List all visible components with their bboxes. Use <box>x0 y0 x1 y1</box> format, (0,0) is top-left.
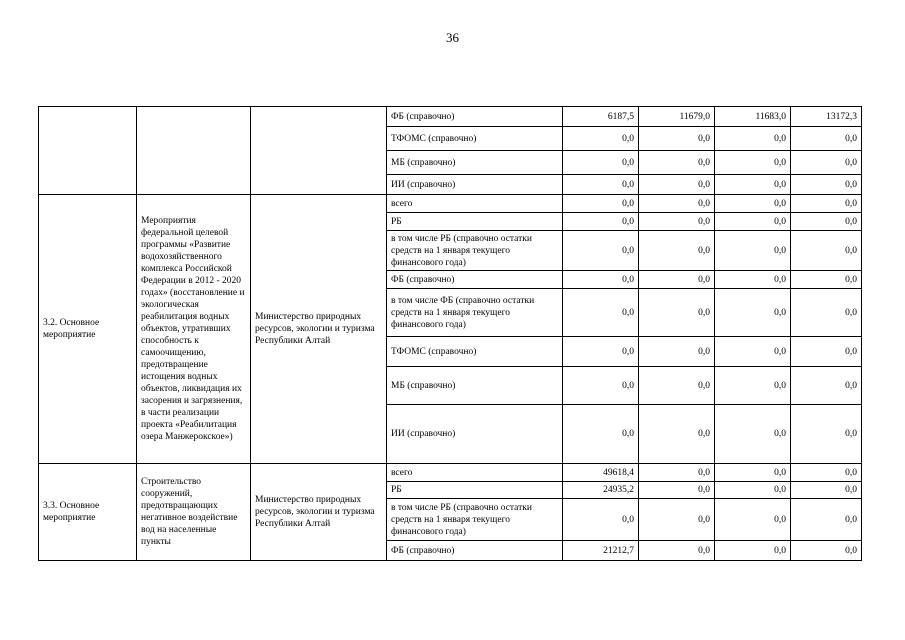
executor-cell-empty <box>251 107 387 195</box>
value-cell: 0,0 <box>791 464 862 482</box>
value-cell: 0,0 <box>791 271 862 289</box>
table-row <box>39 195 862 213</box>
value-cell: 0,0 <box>639 541 715 561</box>
value-cell: 0,0 <box>639 464 715 482</box>
value-cell: 0,0 <box>715 151 791 175</box>
value-cell: 0,0 <box>715 213 791 231</box>
source-cell: ФБ (справочно) <box>387 271 563 289</box>
value-cell: 13172,3 <box>791 107 862 127</box>
value-cell: 0,0 <box>715 195 791 213</box>
value-cell: 24935,2 <box>563 482 639 499</box>
value-cell: 0,0 <box>791 499 862 541</box>
source-cell: в том числе ФБ (справочно остатки средств на 1 января текущего финансового года) <box>387 289 563 337</box>
value-cell: 11679,0 <box>639 107 715 127</box>
value-cell: 0,0 <box>639 175 715 195</box>
value-cell: 0,0 <box>791 337 862 367</box>
value-cell: 0,0 <box>639 271 715 289</box>
value-cell: 0,0 <box>715 175 791 195</box>
value-cell: 0,0 <box>563 337 639 367</box>
value-cell: 0,0 <box>639 151 715 175</box>
source-cell: в том числе РБ (справочно остатки средств на 1 января текущего финансового года) <box>387 499 563 541</box>
value-cell: 21212,7 <box>563 541 639 561</box>
value-cell: 6187,5 <box>563 107 639 127</box>
value-cell: 0,0 <box>715 482 791 499</box>
measure-description: Строительство сооружений, предотвращающих негативное воздействие вод на населенные пункты <box>137 464 251 561</box>
measure-description: Мероприятия федеральной целевой программы «Развитие водохозяйственного комплекса Российской Федерации в 2012 - 2020 годах» (восстановление и экологическая реабилитация водных объектов, утративших способность к самоочищению, предотвращение истощения водных объектов, ликвидация их засорения и загрязнения, в части реализации проекта «Реабилитация озера Манжерокское») <box>137 195 251 464</box>
value-cell: 0,0 <box>639 337 715 367</box>
source-cell: ФБ (справочно) <box>387 541 563 561</box>
measure-name: 3.2. Основное мероприятие <box>39 195 137 464</box>
table-row <box>39 107 862 127</box>
measure-name: 3.3. Основное мероприятие <box>39 464 137 561</box>
source-cell: РБ <box>387 213 563 231</box>
source-cell: ФБ (справочно) <box>387 107 563 127</box>
value-cell: 0,0 <box>791 127 862 151</box>
value-cell: 0,0 <box>715 127 791 151</box>
value-cell: 0,0 <box>715 367 791 405</box>
source-cell: МБ (справочно) <box>387 151 563 175</box>
value-cell: 0,0 <box>791 195 862 213</box>
value-cell: 0,0 <box>791 213 862 231</box>
value-cell: 0,0 <box>791 541 862 561</box>
source-cell: РБ <box>387 482 563 499</box>
value-cell: 0,0 <box>563 195 639 213</box>
source-cell: всего <box>387 464 563 482</box>
value-cell: 0,0 <box>639 213 715 231</box>
value-cell: 0,0 <box>791 482 862 499</box>
value-cell: 0,0 <box>715 231 791 271</box>
source-cell: ТФОМС (справочно) <box>387 337 563 367</box>
value-cell: 0,0 <box>563 405 639 464</box>
value-cell: 0,0 <box>791 367 862 405</box>
value-cell: 0,0 <box>563 231 639 271</box>
value-cell: 0,0 <box>639 231 715 271</box>
value-cell: 0,0 <box>563 289 639 337</box>
source-cell: МБ (справочно) <box>387 367 563 405</box>
source-cell: ИИ (справочно) <box>387 405 563 464</box>
page-number: 36 <box>446 30 459 45</box>
value-cell: 0,0 <box>563 175 639 195</box>
value-cell: 0,0 <box>715 289 791 337</box>
value-cell: 0,0 <box>791 405 862 464</box>
value-cell: 0,0 <box>791 231 862 271</box>
description-cell-empty <box>137 107 251 195</box>
value-cell: 0,0 <box>639 405 715 464</box>
budget-table <box>38 106 862 561</box>
value-cell: 11683,0 <box>715 107 791 127</box>
value-cell: 0,0 <box>791 151 862 175</box>
value-cell: 0,0 <box>563 271 639 289</box>
measure-executor: Министерство природных ресурсов, экологии и туризма Республики Алтай <box>251 464 387 561</box>
value-cell: 0,0 <box>639 482 715 499</box>
source-cell: ИИ (справочно) <box>387 175 563 195</box>
value-cell: 0,0 <box>715 271 791 289</box>
value-cell: 0,0 <box>563 213 639 231</box>
value-cell: 0,0 <box>791 175 862 195</box>
name-cell-empty <box>39 107 137 195</box>
value-cell: 0,0 <box>715 499 791 541</box>
source-cell: ТФОМС (справочно) <box>387 127 563 151</box>
table-row <box>39 464 862 482</box>
value-cell: 0,0 <box>563 499 639 541</box>
value-cell: 0,0 <box>563 151 639 175</box>
value-cell: 0,0 <box>563 367 639 405</box>
value-cell: 0,0 <box>639 195 715 213</box>
value-cell: 0,0 <box>563 127 639 151</box>
value-cell: 0,0 <box>639 367 715 405</box>
value-cell: 0,0 <box>715 337 791 367</box>
value-cell: 0,0 <box>639 127 715 151</box>
value-cell: 0,0 <box>715 464 791 482</box>
value-cell: 0,0 <box>639 499 715 541</box>
value-cell: 0,0 <box>791 289 862 337</box>
value-cell: 0,0 <box>715 405 791 464</box>
measure-executor: Министерство природных ресурсов, экологии и туризма Республики Алтай <box>251 195 387 464</box>
source-cell: в том числе РБ (справочно остатки средств на 1 января текущего финансового года) <box>387 231 563 271</box>
value-cell: 0,0 <box>715 541 791 561</box>
value-cell: 0,0 <box>639 289 715 337</box>
value-cell: 49618,4 <box>563 464 639 482</box>
source-cell: всего <box>387 195 563 213</box>
